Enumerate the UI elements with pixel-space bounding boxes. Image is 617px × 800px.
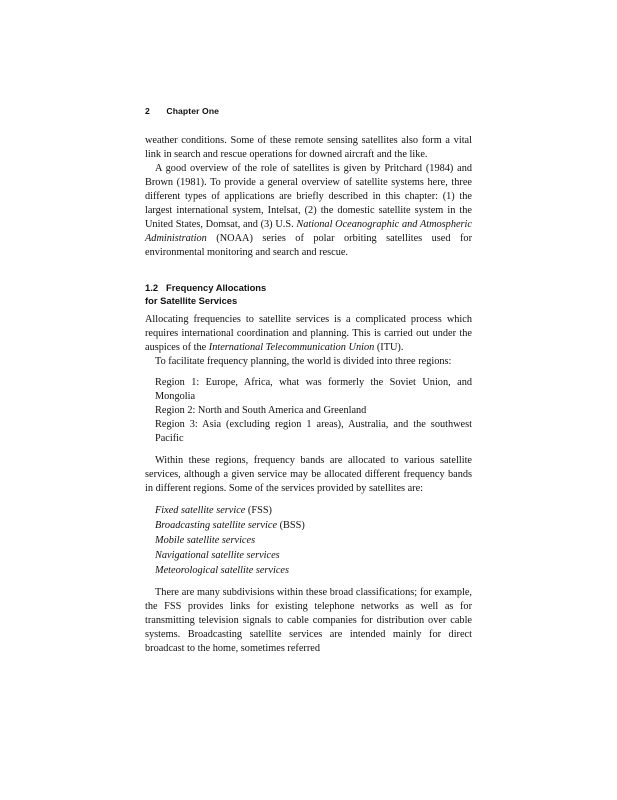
noaa-full-name: National Oceanographic and Atmospheric Administration	[145, 219, 472, 244]
service-item-bss	[155, 518, 472, 533]
itu-full-name: International Telecommunication Union	[208, 342, 375, 353]
section-title-line1: Frequency Allocations	[166, 282, 267, 293]
service-list	[145, 503, 472, 578]
paragraph-subdivisions: There are many subdivisions within these broad classifications; for example, the FSS provides links for existing telephone networks as well as for transmitting television signals to cable companies for distribution over cable systems. Broadcasting satellite services are intended mainly for direct broadcast to the home, sometimes referred	[145, 587, 472, 654]
overview-text-a: A good overview of the role of satellites is given by Pritchard (1984) and Brown (1981). To provide a general overview of satellite systems here, three different types of applications are briefly described in this chapter: (1) the largest international system, Intelsat, (2) the domestic satellite system in the United States, Domsat, and (3) U.S.	[145, 163, 472, 230]
service-item-navigational: Navigational satellite services	[155, 550, 280, 561]
fss-name: Fixed satellite service	[155, 505, 246, 516]
bss-abbr: (BSS)	[277, 520, 305, 531]
service-item-fss	[155, 503, 472, 518]
service-item-mobile: Mobile satellite services	[155, 535, 256, 546]
paragraph-continued: weather conditions. Some of these remote sensing satellites also form a vital link in search and rescue operations for downed aircraft and the like.	[145, 135, 472, 160]
region-item: Region 2: North and South America and Greenland	[155, 405, 367, 416]
section-number: 1.2	[145, 282, 159, 293]
paragraph-regions-intro: To facilitate frequency planning, the world is divided into three regions:	[155, 356, 452, 367]
fss-abbr: (FSS)	[245, 505, 272, 516]
chapter-title: Chapter One	[166, 106, 220, 116]
region-list	[145, 376, 472, 446]
section-heading	[145, 282, 472, 307]
region-item: Region 3: Asia (excluding region 1 areas), Australia, and the southwest Pacific	[155, 419, 472, 444]
page-number: 2	[145, 106, 150, 116]
section-heading-line1	[145, 282, 472, 295]
overview-text-b: (NOAA) series of polar orbiting satellites used for environmental monitoring and search and rescue.	[145, 233, 472, 258]
body-text	[145, 134, 472, 656]
region-item: Region 1: Europe, Africa, what was formerly the Soviet Union, and Mongolia	[155, 377, 472, 402]
bss-name: Broadcasting satellite service	[155, 520, 278, 531]
paragraph-services-intro: Within these regions, frequency bands are allocated to various satellite services, although a given service may be allocated different frequency bands in different regions. Some of the services provided by satellites are:	[145, 455, 472, 494]
allocation-text-b: (ITU).	[374, 342, 404, 353]
running-head	[145, 106, 219, 116]
allocation-text-a: Allocating frequencies to satellite services is a complicated process which requires international coordination and planning. This is carried out under the auspices of the	[145, 314, 472, 353]
paragraph-allocation	[145, 313, 472, 355]
paragraph-overview	[145, 162, 472, 260]
service-item-meteorological: Meteorological satellite services	[155, 565, 290, 576]
section-title-line2: for Satellite Services	[145, 294, 238, 306]
